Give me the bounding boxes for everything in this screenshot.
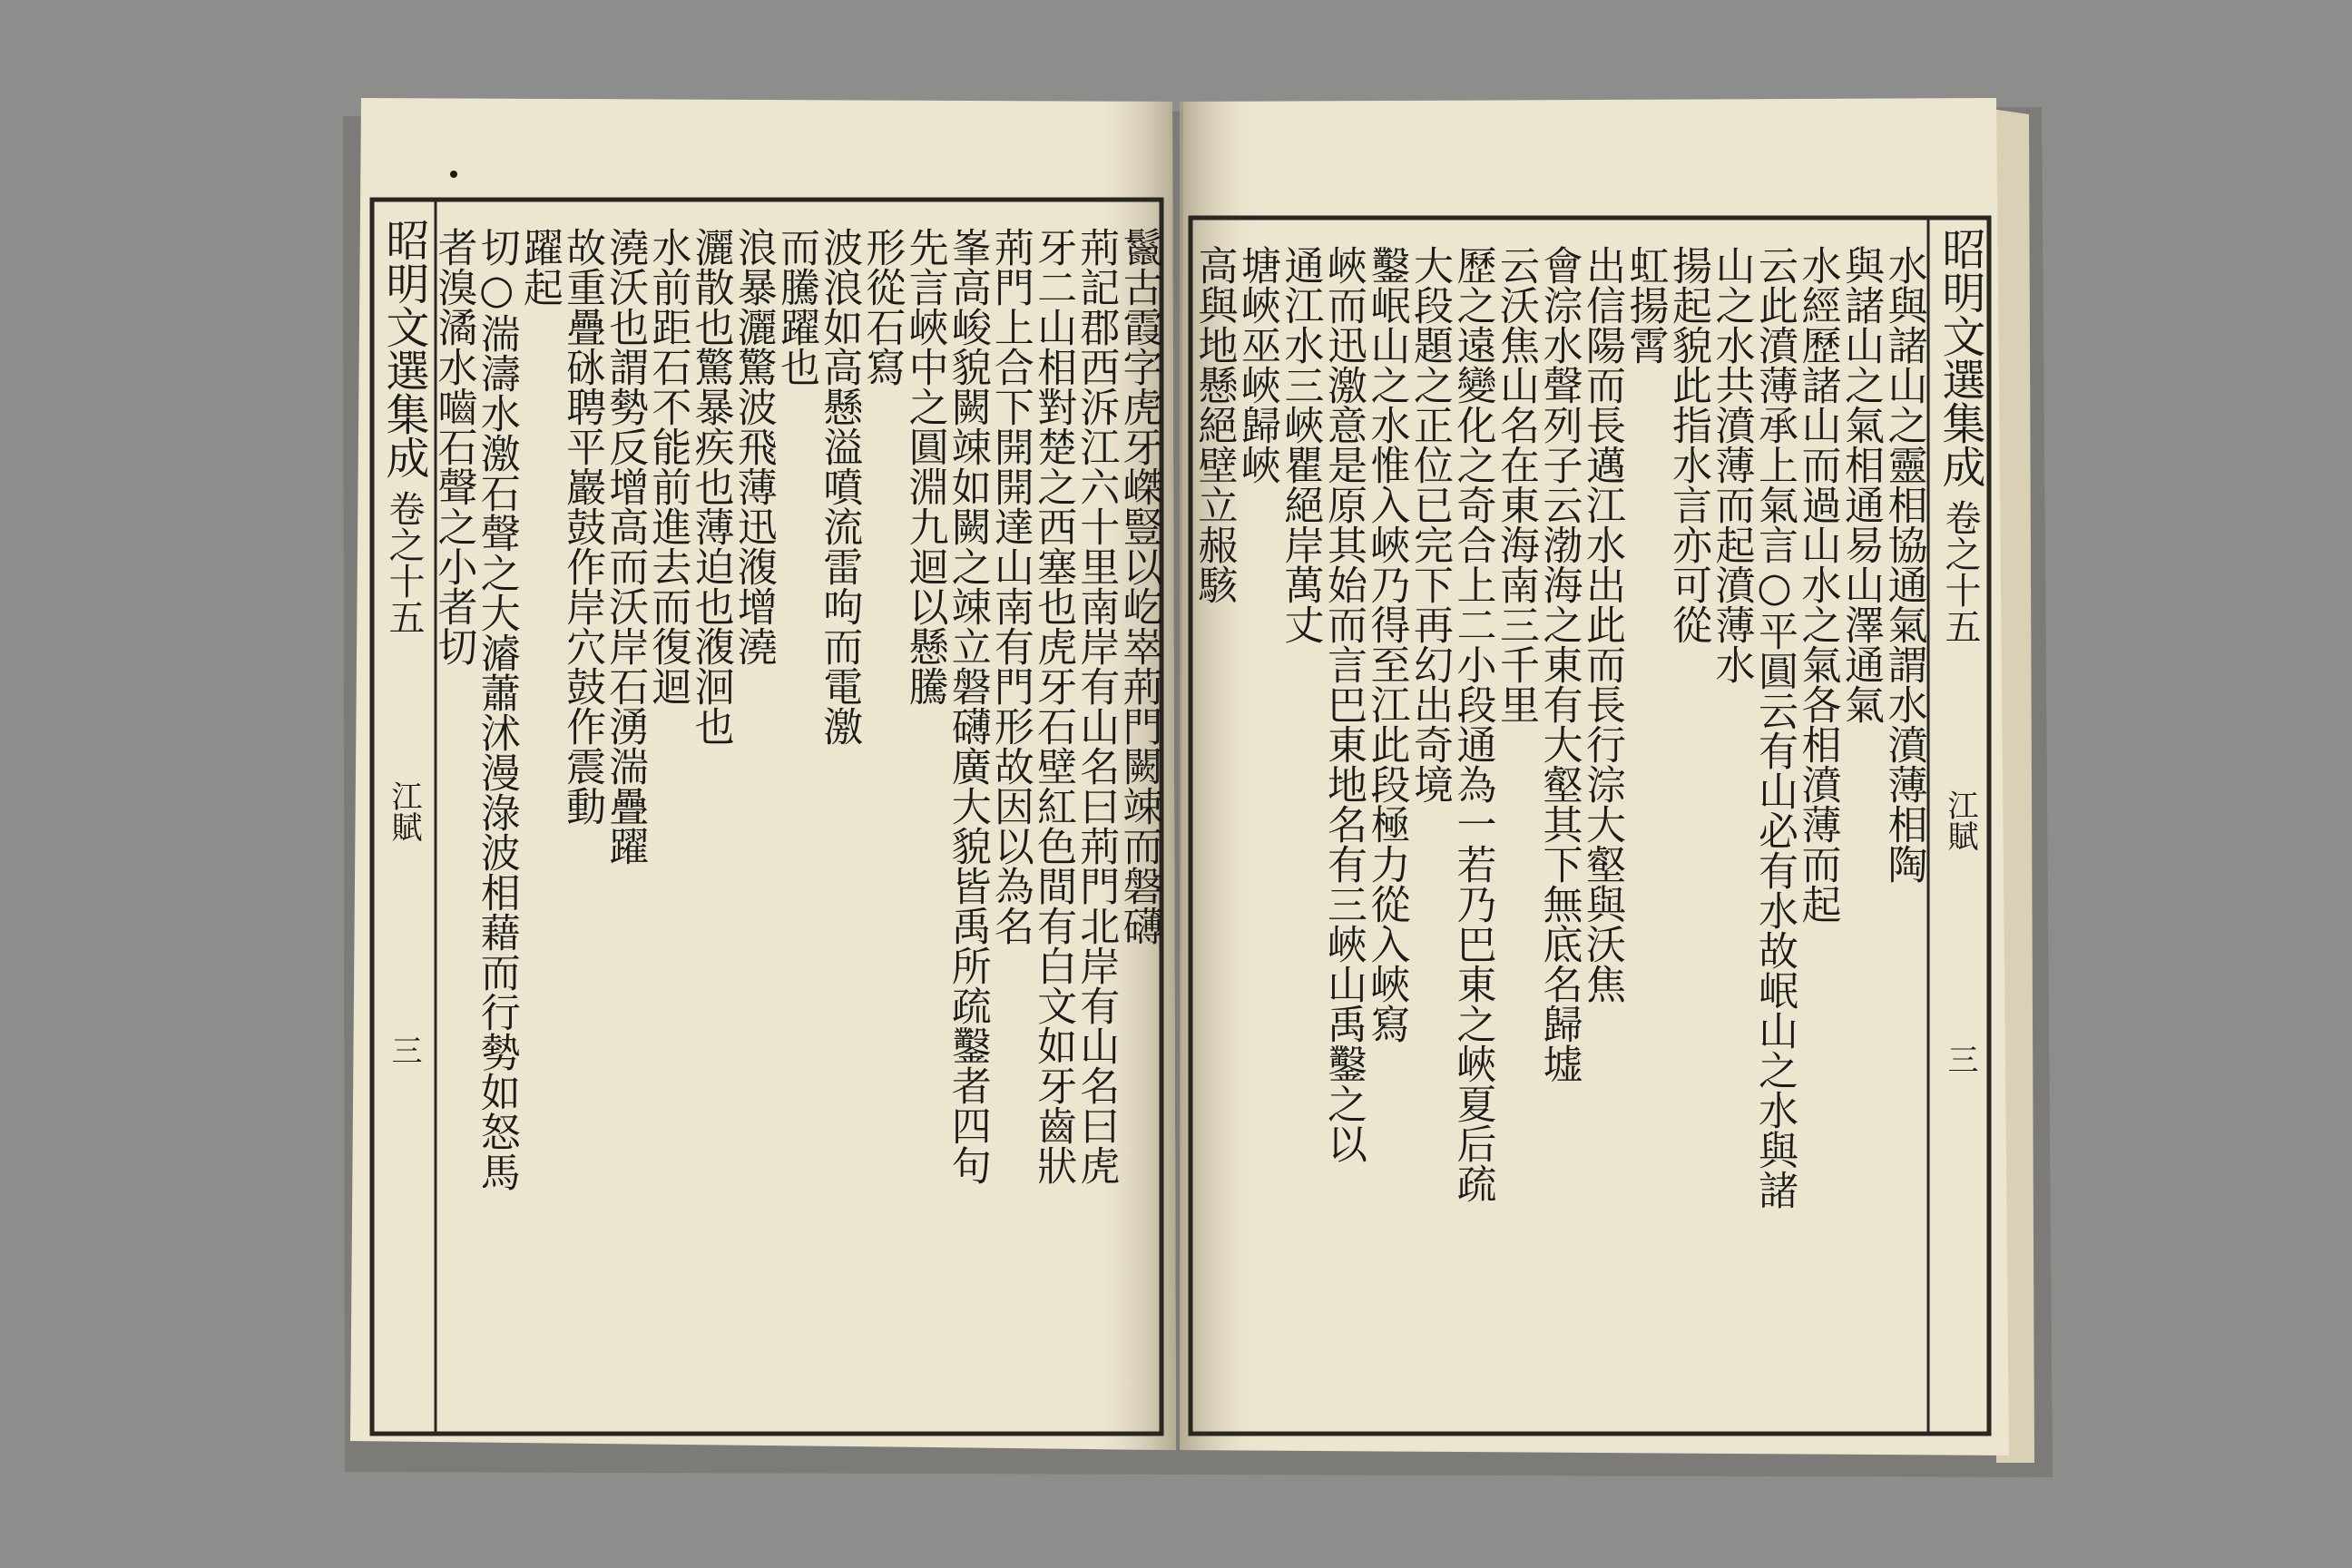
right-page-column-7: 虹揚霄: [1622, 245, 1669, 365]
left-page-column-12: 水前距石不能前進去而復迴: [644, 227, 691, 706]
right-page-column-12: 大段題之正位已完下再幻出奇境: [1406, 245, 1453, 804]
left-margin-title: 昭明文選集成: [378, 218, 429, 479]
right-margin-title: 昭明文選集成: [1935, 227, 1985, 488]
right-page-column-11: 歷之遠變化之奇合上二小段通為一若乃巴東之峽夏后疏: [1449, 245, 1496, 1203]
right-margin-page: 三: [1942, 1044, 1978, 1074]
left-page-column-3: 牙二山相對楚之西塞也虎牙石壁紅色間有白文如牙齒狀: [1030, 227, 1077, 1185]
left-page-column-17: 者溴潏水嚙石聲之小者切: [430, 227, 477, 666]
left-page-column-13: 澆沃也謂勢反增高而沃岸石湧湍疊躍: [602, 227, 649, 866]
left-page-column-14: 故重疊砯聘平巖鼓作岸穴鼓作震動: [559, 227, 606, 826]
left-page-column-9: 而騰躍也: [773, 227, 819, 387]
left-page-column-15: 躍起: [515, 227, 563, 307]
right-page-column-5: 山之水共濆薄而起濆薄水: [1708, 245, 1755, 684]
left-page-column-7: 形從石寫: [858, 227, 906, 387]
left-margin-page: 三: [386, 1034, 422, 1065]
left-page-column-8: 波浪如高懸溢噴流雷呴而電激: [816, 227, 863, 746]
right-margin-volume: 卷之十五: [1939, 499, 1981, 644]
right-margin-section: 江賦: [1942, 789, 1978, 851]
right-page-column-6: 揚起貌此指水言亦可從: [1665, 245, 1711, 644]
left-page-column-10: 浪暴灑驚波飛薄迅澓增澆: [730, 227, 777, 666]
right-page-column-4: 云此濆薄承上氣言○平圓云有山必有水故岷山之水與諸: [1751, 245, 1798, 1210]
right-page-column-16: 塘峽巫峽歸峽: [1234, 245, 1280, 485]
right-page-column-2: 與諸山之氣相通易山澤通氣: [1838, 245, 1884, 724]
right-page-column-13: 鑿岷山之水惟入峽乃得至江此段極力從入峽寫: [1363, 245, 1410, 1044]
right-page-column-1: 水與諸山之靈相協通氣謂水濆薄相陶: [1880, 245, 1927, 884]
left-page-column-6: 先言峽中之圓淵九迴以懸騰: [901, 227, 948, 706]
left-page-column-5: 峯高峻貌闕竦如闕之竦立磐礴廣大貌皆禹所疏鑿者四句: [944, 227, 991, 1185]
left-margin-volume: 卷之十五: [383, 490, 425, 635]
right-page-column-14: 峽而迅激意是原其始而言巴東地名有三峽山禹鑿之以: [1320, 245, 1367, 1163]
left-page-column-16: 切○湍濤水激石聲之大𤀹蕭沭漫淥波相藉而行勢如怒馬: [473, 227, 520, 1191]
ink-dot: [450, 171, 457, 178]
right-page-column-3: 水經歷諸山而過山水之氣各相濆薄而起: [1794, 245, 1841, 924]
right-page-column-17: 高與地懸絕壁立赧駭: [1191, 245, 1238, 604]
right-page-column-10: 云沃焦山名在東海南三千里: [1493, 245, 1539, 724]
left-page-column-1: 鬣古霞字虎牙嵥豎以屹崒荊門闕竦而磐礴: [1115, 227, 1162, 946]
left-page-column-4: 荊門上合下開開達山南有門形故因以為名: [986, 227, 1034, 946]
right-page-column-9: 會淙水聲列子云渤海之東有大壑其下無底名歸墟: [1535, 245, 1583, 1083]
right-page-column-15: 通江水三峽瞿絕岸萬丈: [1277, 245, 1324, 644]
right-page-column-8: 出信陽而長邁江水出此而長行淙大壑與沃焦: [1579, 245, 1625, 1004]
left-page-column-2: 荊記郡西泝江六十里南岸有山名曰荊門北岸有山名曰虎: [1073, 227, 1120, 1185]
left-page-column-11: 灑散也驚暴疾也薄迫也澓洄也: [687, 227, 734, 746]
left-margin-section: 江賦: [386, 780, 422, 842]
